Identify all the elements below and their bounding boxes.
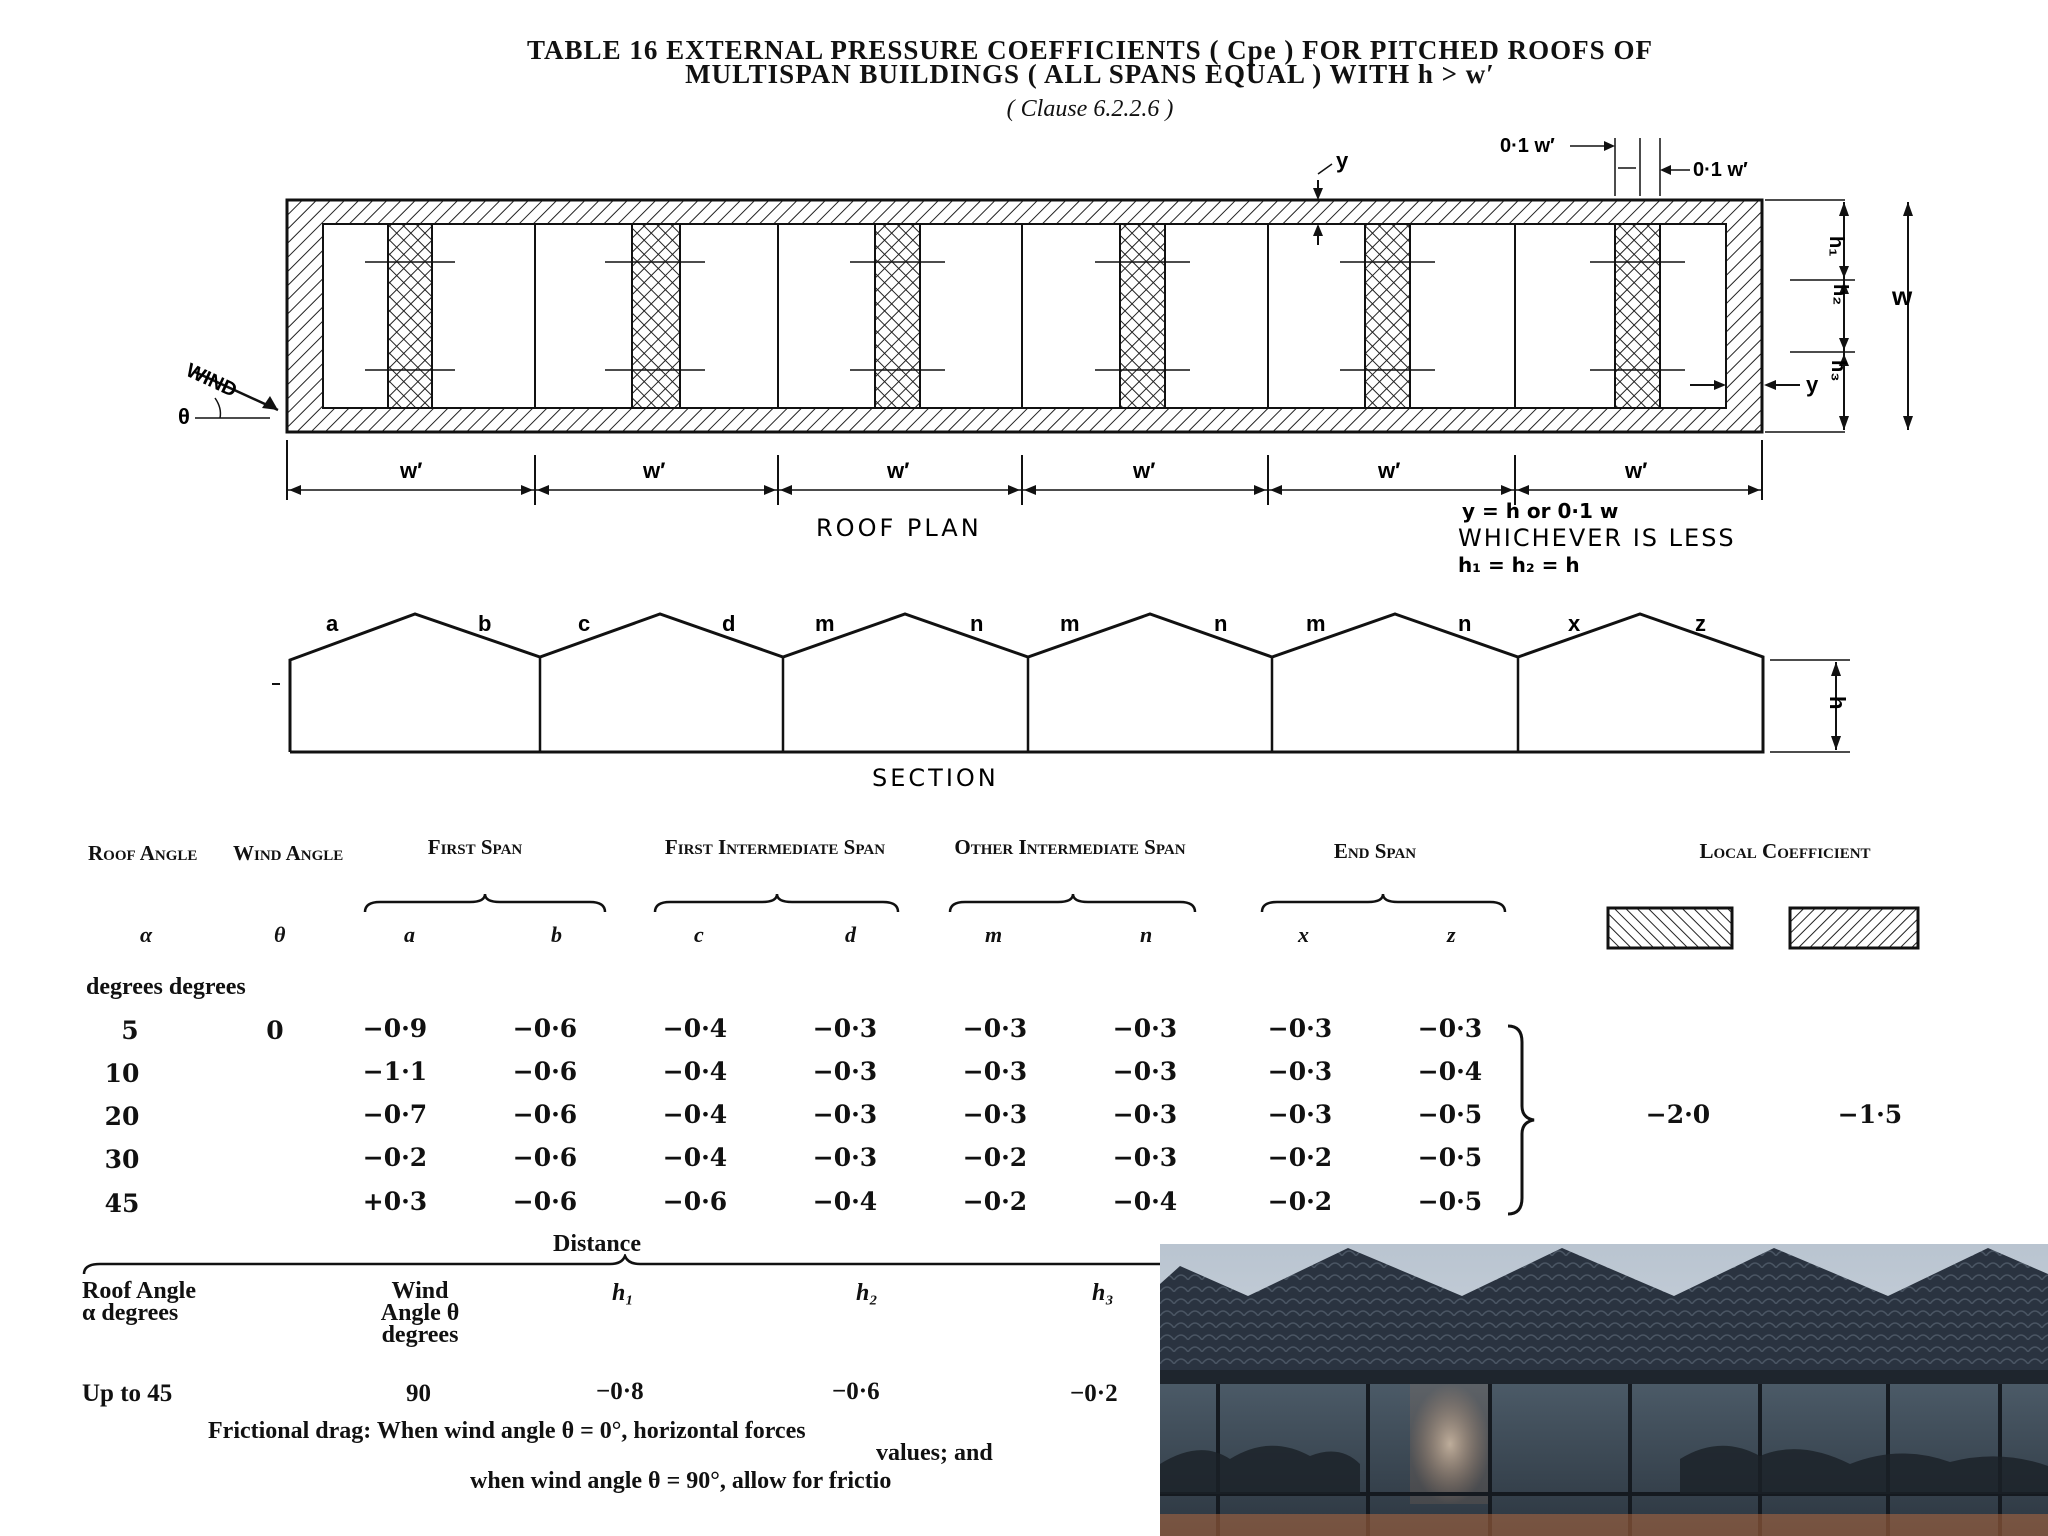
- value-cell-z: −0·5: [1417, 1143, 1483, 1172]
- value-cell-a: +0·3: [362, 1187, 428, 1216]
- span-label-5: w′: [1378, 458, 1401, 483]
- roof-angle-cell: 30: [104, 1145, 140, 1174]
- value-cell-c: −0·4: [662, 1100, 728, 1129]
- table2-h1-header: h₁: [612, 1280, 634, 1306]
- subheader-a: a: [404, 922, 415, 947]
- value-cell-x: −0·2: [1267, 1143, 1333, 1172]
- distance-label: Distance: [553, 1231, 641, 1257]
- section-letter-c: c: [578, 611, 591, 636]
- table2-wind-cell: 90: [406, 1380, 431, 1407]
- subheader-n: n: [1140, 922, 1153, 947]
- table2-h2-header: h₂: [856, 1280, 878, 1306]
- roof-plan-and-section-diagram: [0, 120, 2048, 800]
- roof-angle-cell: 5: [121, 1016, 139, 1045]
- table-header-braces: [0, 890, 2048, 960]
- value-cell-d: −0·3: [812, 1014, 878, 1043]
- note-line-1: Frictional drag: When wind angle θ = 0°, horizontal forces: [208, 1418, 806, 1444]
- plan-note-3: h₁ = h₂ = h: [1458, 553, 1580, 577]
- value-cell-m: −0·3: [962, 1014, 1028, 1043]
- section-h-label: h: [1825, 696, 1850, 710]
- table2-h3-cell: −0·2: [1070, 1380, 1118, 1407]
- title-line-1: TABLE 16 EXTERNAL PRESSURE COEFFICIENTS ( Cpe ) FOR PITCHED ROOFS OF: [527, 35, 1653, 65]
- value-cell-x: −0·3: [1267, 1100, 1333, 1129]
- subheader-m: m: [985, 922, 1003, 947]
- h1-label: h₁: [1825, 236, 1847, 257]
- header-end-span: End Span: [1333, 839, 1417, 863]
- roof-angle-cell: 45: [104, 1189, 140, 1218]
- value-cell-d: −0·4: [812, 1187, 878, 1216]
- value-cell-c: −0·4: [662, 1057, 728, 1086]
- header-other-intermediate-span: Other Intermediate Span: [954, 835, 1186, 859]
- value-cell-x: −0·3: [1267, 1057, 1333, 1086]
- wind-label: WIND: [182, 359, 241, 402]
- section-letter-n-3: n: [1458, 611, 1472, 636]
- value-cell-a: −0·9: [362, 1014, 428, 1043]
- note-line-2: values; and: [876, 1440, 993, 1466]
- local-coefficient-1: −2·0: [1645, 1100, 1711, 1129]
- local-coefficient-2: −1·5: [1837, 1100, 1903, 1129]
- value-cell-z: −0·3: [1417, 1014, 1483, 1043]
- h2-label: h₂: [1829, 284, 1851, 306]
- roof-angle-cell: 10: [104, 1059, 140, 1088]
- subheader-c: c: [694, 922, 704, 947]
- title-line-2: MULTISPAN BUILDINGS ( ALL SPANS EQUAL ) WITH h > w′: [685, 59, 1495, 89]
- value-cell-z: −0·5: [1417, 1187, 1483, 1216]
- value-cell-d: −0·3: [812, 1100, 878, 1129]
- section-letter-b: b: [478, 611, 492, 636]
- value-cell-z: −0·4: [1417, 1057, 1483, 1086]
- value-cell-m: −0·3: [962, 1100, 1028, 1129]
- span-label-6: w′: [1625, 458, 1648, 483]
- header-first-intermediate-span: First Intermediate Span: [664, 835, 886, 859]
- table2-wind-angle-header: Wind Angle θ degrees: [380, 1278, 460, 1348]
- section-letter-m-1: m: [815, 611, 835, 636]
- section-label: SECTION: [872, 764, 999, 792]
- table2-h2-cell: −0·6: [832, 1378, 880, 1405]
- span-label-1: w′: [400, 458, 423, 483]
- value-cell-n: −0·4: [1112, 1187, 1178, 1216]
- sawtooth-roof-building-image: [1160, 1244, 2048, 1536]
- dim-top-b: 0·1 w′: [1693, 159, 1748, 181]
- value-cell-m: −0·2: [962, 1143, 1028, 1172]
- subheader-alpha: α: [140, 922, 153, 947]
- section-letter-a: a: [326, 611, 339, 636]
- value-cell-d: −0·3: [812, 1143, 878, 1172]
- plan-note-2: WHICHEVER IS LESS: [1458, 524, 1736, 552]
- span-label-4: w′: [1133, 458, 1156, 483]
- value-cell-b: −0·6: [512, 1143, 578, 1172]
- header-roof-angle: Roof Angle: [88, 841, 198, 865]
- subheader-b: b: [551, 922, 562, 947]
- table-title: [280, 35, 1900, 123]
- roof-plan-label: ROOF PLAN: [816, 514, 982, 542]
- span-label-3: w′: [887, 458, 910, 483]
- table2-h1-cell: −0·8: [596, 1378, 644, 1405]
- section-letter-n-2: n: [1214, 611, 1228, 636]
- y-label-top: y: [1336, 148, 1349, 173]
- subheader-x: x: [1298, 922, 1309, 947]
- building-photo: [1160, 1244, 2048, 1536]
- value-cell-c: −0·4: [662, 1014, 728, 1043]
- section-letter-m-2: m: [1060, 611, 1080, 636]
- header-wind-angle: Wind Angle: [233, 841, 344, 865]
- value-cell-a: −1·1: [362, 1057, 428, 1086]
- subheader-theta: θ: [274, 922, 286, 947]
- value-cell-a: −0·7: [362, 1100, 428, 1129]
- roof-plan: [178, 135, 1913, 577]
- subheader-d: d: [845, 922, 856, 947]
- value-cell-x: −0·2: [1267, 1187, 1333, 1216]
- wind-angle-cell: 0: [266, 1016, 284, 1045]
- distance-brace: [80, 1254, 1170, 1278]
- value-cell-n: −0·3: [1112, 1143, 1178, 1172]
- dim-top-a: 0·1 w′: [1500, 135, 1555, 157]
- note-line-3: when wind angle θ = 90°, allow for frictio: [470, 1468, 892, 1494]
- value-cell-c: −0·4: [662, 1143, 728, 1172]
- rows-brace: [1500, 1018, 1560, 1228]
- subheader-z: z: [1447, 922, 1456, 947]
- table2-roof-angle-header: Roof Angle α degrees: [82, 1278, 196, 1326]
- value-cell-b: −0·6: [512, 1100, 578, 1129]
- section-letter-z: z: [1695, 611, 1706, 636]
- section-letter-d: d: [722, 611, 736, 636]
- value-cell-c: −0·6: [662, 1187, 728, 1216]
- units-row: degrees degrees: [86, 974, 246, 1000]
- h3-label: h₃: [1827, 360, 1849, 382]
- value-cell-b: −0·6: [512, 1057, 578, 1086]
- value-cell-b: −0·6: [512, 1014, 578, 1043]
- section-letter-n-1: n: [970, 611, 984, 636]
- section-view: [272, 611, 1850, 792]
- value-cell-b: −0·6: [512, 1187, 578, 1216]
- value-cell-n: −0·3: [1112, 1057, 1178, 1086]
- table2-roof-cell: Up to 45: [82, 1380, 173, 1407]
- header-local-coefficient: Local Coefficient: [1699, 839, 1871, 863]
- value-cell-n: −0·3: [1112, 1014, 1178, 1043]
- table2-h3-header: h₃: [1092, 1280, 1114, 1306]
- section-letter-x: x: [1568, 611, 1581, 636]
- value-cell-m: −0·3: [962, 1057, 1028, 1086]
- header-first-span: First Span: [427, 835, 523, 859]
- value-cell-d: −0·3: [812, 1057, 878, 1086]
- y-label-right: y: [1806, 372, 1819, 397]
- value-cell-x: −0·3: [1267, 1014, 1333, 1043]
- clause-reference: ( Clause 6.2.2.6 ): [1006, 96, 1174, 122]
- value-cell-n: −0·3: [1112, 1100, 1178, 1129]
- plan-note-1: y = h or 0·1 w: [1462, 499, 1619, 523]
- theta-label: θ: [178, 404, 190, 429]
- w-label: w: [1892, 281, 1913, 311]
- roof-angle-cell: 20: [104, 1102, 140, 1131]
- value-cell-a: −0·2: [362, 1143, 428, 1172]
- section-letter-m-3: m: [1306, 611, 1326, 636]
- value-cell-m: −0·2: [962, 1187, 1028, 1216]
- value-cell-z: −0·5: [1417, 1100, 1483, 1129]
- span-label-2: w′: [643, 458, 666, 483]
